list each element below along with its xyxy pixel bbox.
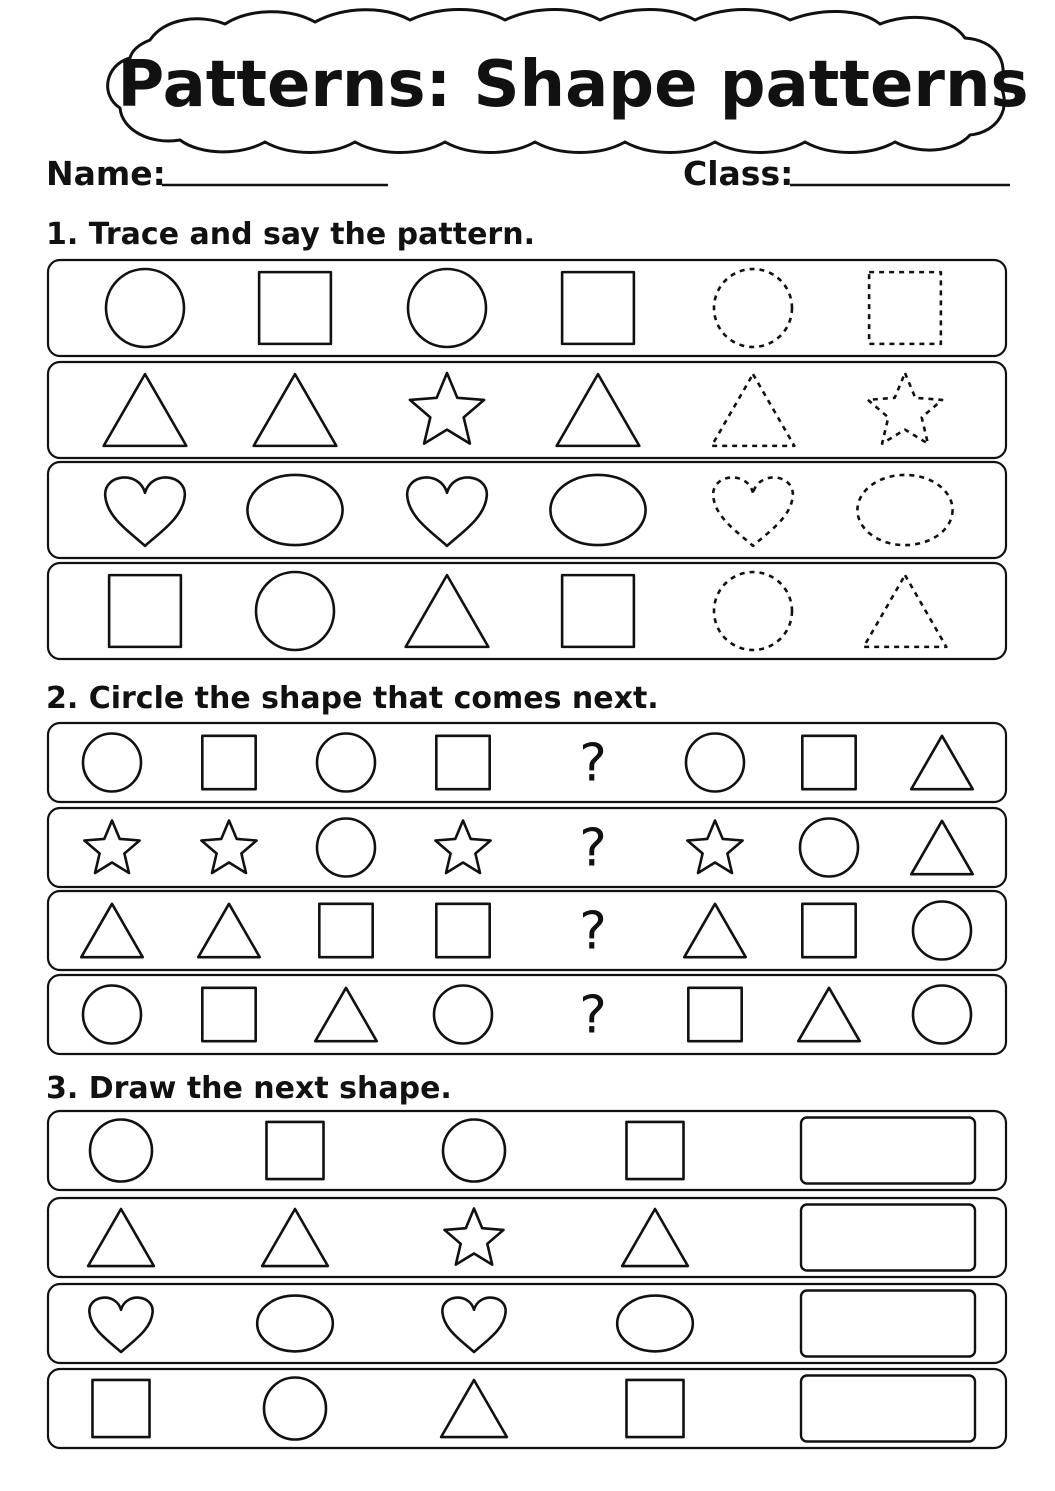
section-3-heading: 3. Draw the next shape. [46,1071,452,1106]
question-mark: ? [579,985,607,1046]
pattern-rows [48,260,1006,1448]
name-label: Name: [46,154,166,193]
section-2-heading: 2. Circle the shape that comes next. [46,681,659,716]
row-frame [48,808,1006,887]
draw-row-3 [48,1284,1006,1363]
trace-row-3 [48,462,1006,558]
page-title: Patterns: Shape patterns [117,48,1029,122]
question-mark: ? [579,818,607,879]
answer-box[interactable] [801,1376,975,1442]
row-frame [48,462,1006,558]
question-mark: ? [579,733,607,794]
class-label: Class: [683,154,794,193]
draw-row-2 [48,1198,1006,1277]
circle-row-1 [48,723,1006,802]
circle-row-3 [48,891,1006,970]
row-frame [48,260,1006,356]
answer-box[interactable] [801,1205,975,1271]
answer-box[interactable] [801,1291,975,1357]
section-1-heading: 1. Trace and say the pattern. [46,217,535,252]
draw-row-4 [48,1369,1006,1448]
row-frame [48,362,1006,458]
answer-box[interactable] [801,1118,975,1184]
title-cloud [108,10,1029,153]
row-frame [48,975,1006,1054]
row-frame [48,891,1006,970]
row-frame [48,723,1006,802]
circle-row-2 [48,808,1006,887]
row-frame [48,563,1006,659]
draw-row-1 [48,1111,1006,1190]
circle-row-4 [48,975,1006,1054]
trace-row-1 [48,260,1006,356]
trace-row-2 [48,362,1006,458]
question-mark: ? [579,901,607,962]
trace-row-4 [48,563,1006,659]
